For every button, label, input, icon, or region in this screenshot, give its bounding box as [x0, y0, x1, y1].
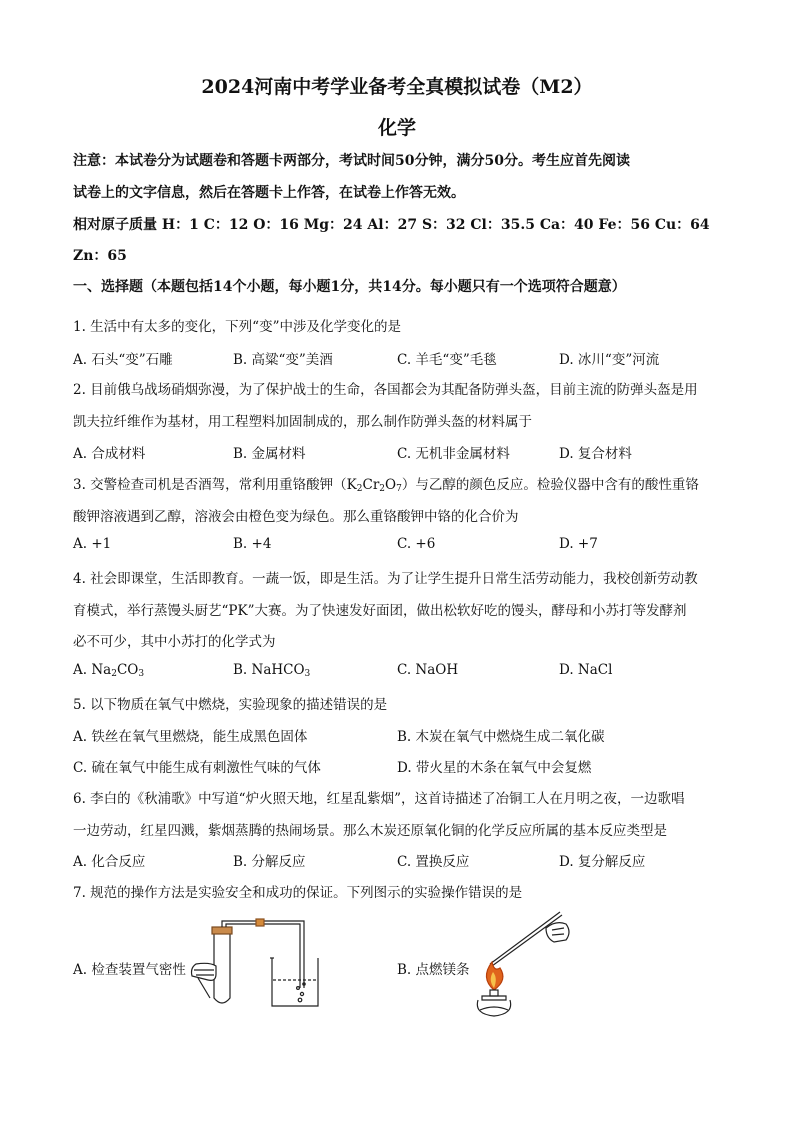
question-5-option-c: C. 硫在氧气中能生成有刺激性气味的气体 — [73, 760, 321, 776]
question-7-option-a: A. 检查装置气密性 — [73, 962, 186, 978]
question-5-stem: 5. 以下物质在氧气中燃烧，实验现象的描述错误的是 — [73, 697, 388, 713]
formula-cr: Cr — [362, 477, 380, 493]
question-3-stem-b: ）与乙醇的颜色反应。检验仪器中含有的酸性重铬 — [401, 477, 699, 493]
formula-sub: 3 — [138, 669, 145, 679]
formula-sub: 2 — [111, 669, 117, 679]
question-1-option-d: D. 冰川“变”河流 — [559, 352, 660, 368]
question-6-option-b: B. 分解反应 — [233, 854, 306, 870]
magnesium-burning-figure — [468, 906, 578, 1021]
question-3-option-d: D. +7 — [559, 536, 598, 552]
question-4-stem-line-2: 育模式，举行蒸馒头厨艺“PK”大赛。为了快速发好面团，做出松软好吃的馒头，酵母和小苏打等发酵剂 — [73, 603, 687, 619]
formula-k: K — [346, 477, 357, 493]
notice-line-2: 试卷上的文字信息，然后在答题卡上作答，在试卷上作答无效。 — [73, 185, 465, 201]
atomic-mass-line-2: Zn：65 — [73, 248, 127, 264]
question-6-stem-line-2: 一边劳动，红星四溅，紫烟蒸腾的热闹场景。那么木炭还原氧化铜的化学反应所属的基本反应类型是 — [73, 823, 667, 839]
option-text: A. Na — [73, 662, 112, 678]
question-2-option-d: D. 复合材料 — [559, 446, 632, 462]
question-4-stem-line-3: 必不可少，其中小苏打的化学式为 — [73, 634, 276, 650]
question-1-option-b: B. 高粱“变”美酒 — [233, 352, 333, 368]
formula-sub: 2 — [356, 484, 363, 494]
question-6-option-c: C. 置换反应 — [397, 854, 470, 870]
question-5-option-a: A. 铁丝在氧气里燃烧，能生成黑色固体 — [73, 729, 308, 745]
question-3-stem-line-1 — [73, 473, 699, 494]
question-6-stem-line-1: 6. 李白的《秋浦歌》中写道“炉火照天地，红星乱紫烟”，这首诗描述了冶铜工人在月明之夜，一边歌唱 — [73, 791, 685, 807]
subject-title: 化学 — [377, 117, 416, 139]
question-2-option-b: B. 金属材料 — [233, 446, 306, 462]
question-3-option-a: A. +1 — [73, 536, 112, 552]
question-3-stem-a: 3. 交警检查司机是否酒驾，常利用重铬酸钾（ — [73, 477, 347, 493]
question-4-option-c: C. NaOH — [397, 662, 459, 678]
question-4-option-a — [73, 662, 144, 679]
question-5-option-d: D. 带火星的木条在氧气中会复燃 — [397, 760, 592, 776]
question-2-option-a: A. 合成材料 — [73, 446, 146, 462]
question-2-stem-line-2: 凯夫拉纤维作为基材，用工程塑料加固制成的，那么制作防弹头盔的材料属于 — [73, 414, 532, 430]
question-6-option-d: D. 复分解反应 — [559, 854, 646, 870]
question-2-option-c: C. 无机非金属材料 — [397, 446, 510, 462]
question-4-option-b — [233, 662, 310, 679]
formula-sub: 2 — [379, 484, 386, 494]
question-4-stem-line-1: 4. 社会即课堂，生活即教育。一蔬一饭，即是生活。为了让学生提升日常生活劳动能力，我校创新劳动教 — [73, 571, 698, 587]
question-7-stem: 7. 规范的操作方法是实验安全和成功的保证。下列图示的实验操作错误的是 — [73, 885, 523, 901]
formula-sub: 3 — [304, 669, 311, 679]
exam-title: 2024河南中考学业备考全真模拟试卷（M2） — [201, 76, 593, 98]
question-7-option-b: B. 点燃镁条 — [397, 962, 470, 978]
formula-sub: 7 — [396, 484, 402, 494]
question-3-option-c: C. +6 — [397, 536, 436, 552]
airtightness-check-figure — [186, 918, 326, 1010]
question-6-option-a: A. 化合反应 — [73, 854, 146, 870]
question-1-option-a: A. 石头“变”石雕 — [73, 352, 173, 368]
notice-line-1: 注意：本试卷分为试题卷和答题卡两部分，考试时间50分钟，满分50分。考生应首先阅读 — [73, 153, 630, 169]
question-1-stem: 1. 生活中有太多的变化，下列“变”中涉及化学变化的是 — [73, 319, 401, 335]
atomic-mass-line-1: 相对原子质量 H：1 C：12 O：16 Mg：24 Al：27 S：32 Cl：35.5 Ca：40 Fe：56 Cu：64 — [73, 217, 710, 233]
section-heading: 一、选择题（本题包括14个小题，每小题1分，共14分。每小题只有一个选项符合题意） — [73, 279, 626, 295]
question-4-option-d: D. NaCl — [559, 662, 613, 678]
option-text: B. NaHCO — [233, 662, 305, 678]
question-1-option-c: C. 羊毛“变”毛毯 — [397, 352, 497, 368]
question-5-option-b: B. 木炭在氧气中燃烧生成二氧化碳 — [397, 729, 605, 745]
question-3-stem-line-2: 酸钾溶液遇到乙醇，溶液会由橙色变为绿色。那么重铬酸钾中铬的化合价为 — [73, 509, 519, 525]
option-text: CO — [116, 662, 139, 678]
formula-o: O — [385, 477, 397, 493]
question-3-option-b: B. +4 — [233, 536, 272, 552]
question-2-stem-line-1: 2. 目前俄乌战场硝烟弥漫，为了保护战士的生命，各国都会为其配备防弹头盔，目前主流的防弹头盔是用 — [73, 382, 698, 398]
